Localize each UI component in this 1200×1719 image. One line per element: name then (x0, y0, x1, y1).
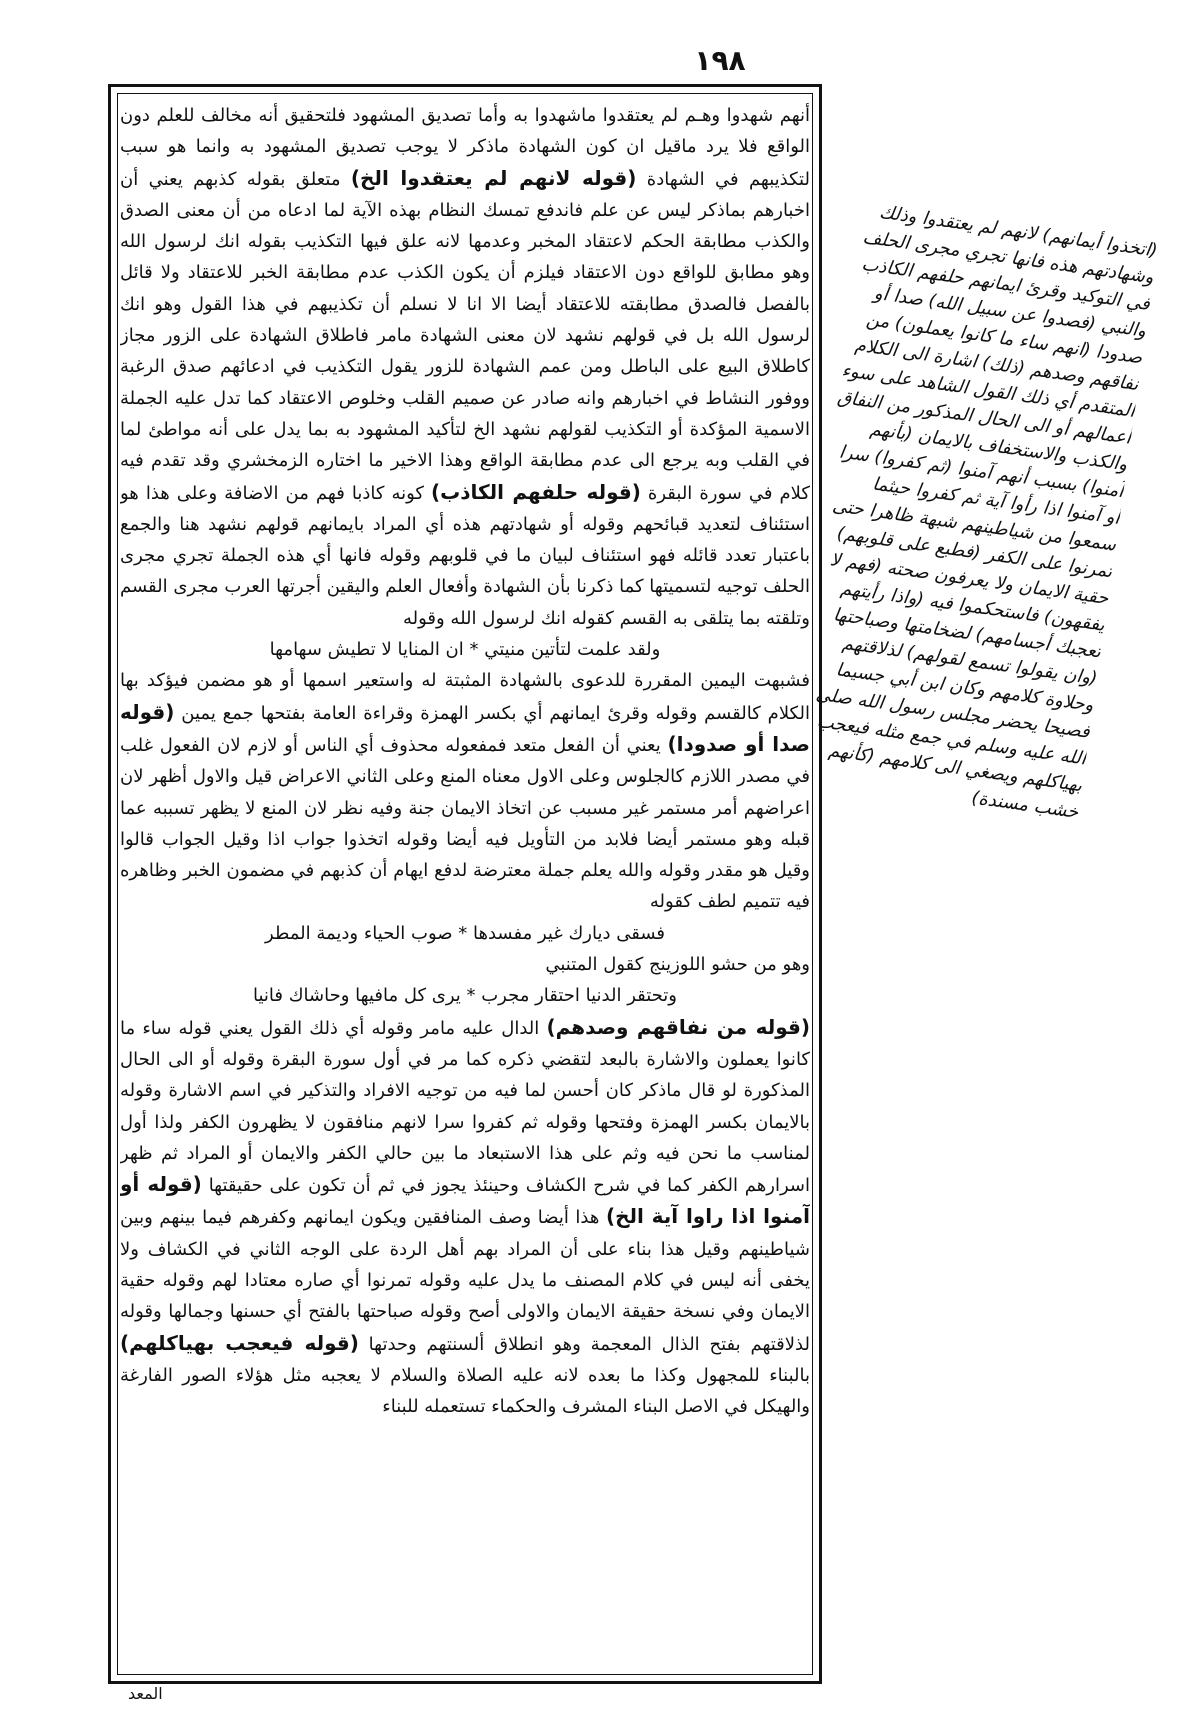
commentary-keyword: (قوله أو آمنوا اذا راوا آية الخ) (120, 1172, 810, 1229)
verse-line: ولقد علمت لتأتين منيتي * ان المنايا لا تطيش سهامها (269, 639, 661, 661)
paragraph (120, 949, 810, 980)
main-text-block (120, 100, 810, 1670)
text-run: كونه كاذبا فهم من الاضافة وعلى هذا هو استئناف لتعديد قبائحهم وقوله أو شهادتهم هذه أي المراد بايمانهم قولهم نشهد هنا والجمع باعتبار تعدد قائله فهو استئناف لبيان ما في قلوبهم وقوله فانها أي هذه الجملة تجري مجرى الحلف توجيه لتسميتها كما ذكرنا بأن الشهادة وأفعال العلم واليقين أجرتها العرب مجرى القسم وتلقته بما يتلقى به القسم كقوله انك لرسول الله وقوله (120, 482, 810, 629)
verse-line: وتحتقر الدنيا احتقار مجرب * يرى كل مافيها وحاشاك فانيا (252, 985, 678, 1007)
page-number: ١٩٨ (694, 44, 746, 77)
commentary-keyword: (قوله من نفاقهم وصدهم) (546, 1014, 810, 1039)
margin-note: (اتخذوا أيمانهم) لانهم لم يعتقدوا وذلك وشهادتهم هذه فانها تجري مجرى الحلف في التوكيد وقرئ ايمانهم حلفهم الكاذب والنبي (فصدوا عن سبيل الله) صدا أو صدودا (انهم ساء ما كانوا يعملون) من نفاقهم وصدهم (ذلك) اشارة الى الكلام المتقدم أي ذلك القول الشاهد على سوء أعمالهم أو الى الحال المذكور من النفاق والكذب والاستخفاف بالايمان (بأنهم آمنوا) بسبب أنهم آمنوا (ثم كفروا) سرا أو آمنوا اذا رأوا آية ثم كفروا حيثما سمعوا من شياطينهم شبهة ظاهرا حتى تمرنوا على الكفر (فطبع على قلوبهم) حقية الايمان ولا يعرفون صحته (فهم لا يفقهون) فاستحكموا فيه (واذا رأيتهم تعجبك أجسامهم) لضخامتها وصباحتها (وان يقولوا تسمع لقولهم) لذلاقتهم وحلاوة كلامهم وكان ابن أبي جسيما فصيحا يحضر مجلس رسول الله صلى الله عليه وسلم في جمع مثله فيعجب بهياكلهم ويصغي الى كلامهم (كأنهم خشب مسندة) (814, 201, 1159, 824)
catchword: المعد (128, 1684, 163, 1703)
text-run: فشبهت اليمين المقررة للدعوى بالشهادة المثبتة له واستعير اسمها أو هو مضمن فيؤكد بها الكلام كالقسم وقوله وقرئ ايمانهم أي بكسر الهمزة وقراءة العامة بفتحها جمع يمين (120, 670, 810, 724)
commentary-keyword: (قوله فيعجب بهياكلهم) (120, 1330, 359, 1355)
paragraph (120, 100, 810, 634)
commentary-keyword: (قوله صدا أو صدودا) (120, 699, 810, 756)
text-run: هذا أيضا وصف المنافقين ويكون ايمانهم وكفرهم فيما بينهم وبين شياطينهم وقيل هذا بناء على أن المراد بهم أهل الردة على الوجه الثاني في الكشاف ولا يخفى أنه ليس في كلام المصنف ما يدل عليه وقوله تمرنوا أي صاره معتادا لهم وقوله حقية الايمان وفي نسخة حقيقة الايمان والاولى أصح وقوله صباحتها بالفتح أي حسنها وجمالها وقوله لذلاقتهم بفتح الذال المعجمة وهو انطلاق ألسنتهم وحدتها (120, 1207, 810, 1355)
paragraph (120, 665, 810, 917)
verse-line: فسقى ديارك غير مفسدها * صوب الحياء وديمة المطر (265, 922, 665, 944)
text-run: وهو من حشو اللوزينج كقول المتنبي (545, 954, 810, 976)
text-run: متعلق بقوله كذبهم يعني أن اخبارهم بماذكر ليس عن علم فاندفع تمسك النظام بهذه الآية لما ادعاه من أن معنى الصدق والكذب مطابقة الحكم لاعتقاد المخبر وعدمها لانه علق فيها التكذيب بقوله انك لرسول الله وهو مطابق للواقع دون الاعتقاد فيلزم أن يكون الكذب عدم مطابقة الخبر للاعتقاد ولا قائل بالفصل فالصدق مطابقته للاعتقاد أيضا الا انا لا نسلم أن تكذيبهم في هذا القول وهو انك لرسول الله بل في قولهم نشهد لان معنى الشهادة مامر فاطلاق الشهادة على الزور مجاز كاطلاق البيع على الباطل ومن عمم الشهادة للزور يقول التكذيب في ادعائهم صدق الرغبة ووفور النشاط في اخبارهم وانه صادر عن صميم القلب وخلوص الاعتقاد كما تدل عليه الجملة الاسمية المؤكدة أو التكذيب لقولهم نشهد الخ لتأكيد المشهود به بما يدل على أنه مواطئ لما في القلب وبه يرجع الى عدم مطابقة الواقع وهذا الاخير ما اختاره الزمخشري وقد تقدم فيه كلام في سورة البقرة (120, 168, 810, 504)
text-run: الدال عليه مامر وقوله أي ذلك القول يعني قوله ساء ما كانوا يعملون والاشارة بالبعد لتقضي ذكره كما مر في أول سورة البقرة وقوله أو الى الحال المذكورة لو قال ماذكر كان أحسن لما فيه من توجيه الافراد والتذكير في اسم الاشارة وقوله بالايمان بكسر الهمزة وفتحها وقوله ثم كفروا سرا لانهم منافقون لا يظهرون الكفر ولذا أول لمناسب ما نحن فيه وثم على هذا الاستبعاد ما بين حالي الكفر والايمان أو المراد ثم ظهر اسرارهم الكفر كما في شرح الكشاف وحينئذ يجوز في ثم أن تكون على حقيقتها (120, 1017, 810, 1197)
commentary-keyword: (قوله حلفهم الكاذب) (431, 479, 641, 504)
text-run: بالبناء للمجهول وكذا ما بعده لانه عليه الصلاة والسلام لا يعجبه مثل هؤلاء الصور الفارغة والهيكل في الاصل البناء المشرف والحكماء تستعمله للبناء (120, 1364, 810, 1418)
commentary-keyword: (قوله لانهم لم يعتقدوا الخ) (350, 165, 637, 190)
paragraph (120, 1012, 810, 1423)
text-run: يعني أن الفعل متعد فمفعوله محذوف أي الناس أو لازم لان الفعول غلب في مصدر اللازم كالجلوس وعلى الاول معناه المنع وعلى الثاني الاعراض قيل والاول أظهر لان اعراضهم أمر مستمر غير مسبب عن اتخاذ الايمان جنة وفيه نظر لان المنع لا يظهر تسببه عما قبله وهو مستمر أيضا فلابد من التأويل فيه أيضا وقوله اتخذوا جواب اذا وقيل الجواب قالوا وقيل هو مقدر وقوله والله يعلم جملة معترضة لدفع ايهام أن كذبهم في مضمون الخبر وظاهره فيه تتميم لطف كقوله (120, 734, 810, 913)
text-run: أنهم شهدوا وهـم لم يعتقدوا ماشهدوا به وأما تصديق المشهود فلتحقيق أنه مخالف للعلم دون الواقع فلا يرد ماقيل ان كون الشهادة ماذكر لا يوجب تصديق المشهود به وانما هو سبب لتكذيبهم في الشهادة (120, 105, 810, 190)
